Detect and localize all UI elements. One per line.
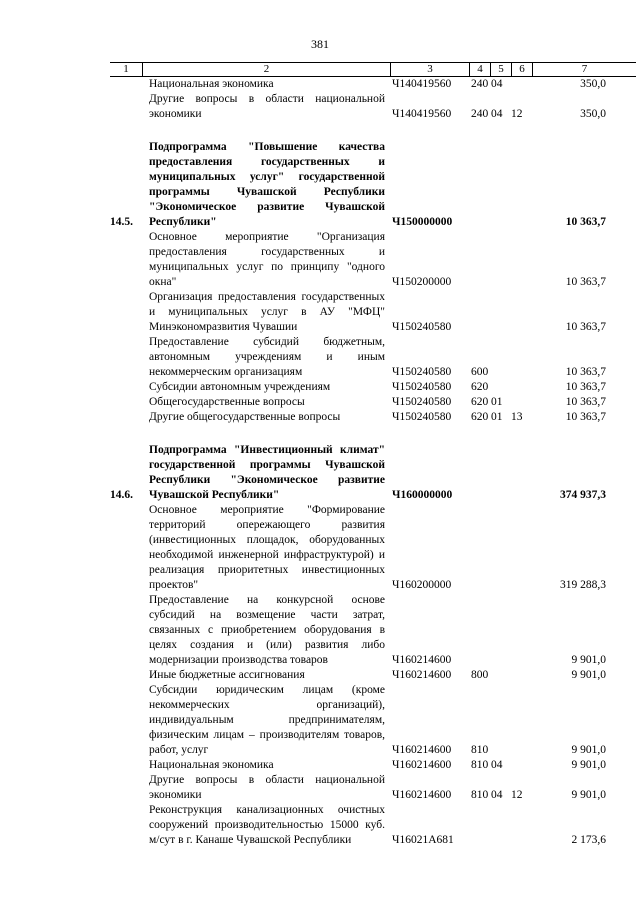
row-name: Основное мероприятие "Формирование территорий опережающего развития (инвестиционных площадок, оборудованных необходимой инженерной инфраструктурой) и реализация приоритетных инвестиционных проектов" <box>149 504 385 591</box>
row-section: 04 <box>491 759 503 771</box>
row-amount: 10 363,7 <box>565 216 606 228</box>
row-name: Реконструкция канализационных очистных сооружений производительностью 15000 куб. м/сут в г. Канаше Чувашской Республики <box>149 804 385 846</box>
row-expense-type: 810 <box>471 744 489 756</box>
row-code: Ч160214600 <box>392 789 452 801</box>
subprogram-row <box>0 140 640 230</box>
row-section: 01 <box>491 396 503 408</box>
row-name: Иные бюджетные ассигнования <box>149 669 305 681</box>
table-row <box>0 773 640 803</box>
row-name: Предоставление на конкурсной основе субсидий на возмещение части затрат, связанных с приобретением оборудования в целях создания и (или) развития либо модернизации производства товаров <box>149 594 385 666</box>
table-row <box>0 503 640 593</box>
budget-table-body <box>0 77 640 848</box>
row-code: Ч150240580 <box>392 366 452 378</box>
table-row <box>0 410 640 425</box>
row-name: Предоставление субсидий бюджетным, автономным учреждениям и иным некоммерческим организациям <box>149 336 385 378</box>
row-amount: 10 363,7 <box>565 321 606 333</box>
row-number: 14.5. <box>110 216 133 228</box>
row-section: 04 <box>491 789 503 801</box>
row-name: Другие вопросы в области национальной экономики <box>149 774 385 801</box>
header-col-3: 3 <box>427 63 433 75</box>
row-expense-type: 240 <box>471 108 489 120</box>
header-col-5: 5 <box>498 63 504 75</box>
row-amount: 350,0 <box>580 78 606 90</box>
header-col-4: 4 <box>477 63 483 75</box>
page-number: 381 <box>311 37 329 51</box>
table-row <box>0 77 640 92</box>
row-subsection: 12 <box>511 108 523 120</box>
row-code: Ч160214600 <box>392 759 452 771</box>
row-name: Подпрограмма "Инвестиционный климат" государственной программы Чувашской Республики "Экономическое развитие Чувашской Республики" <box>149 444 385 501</box>
table-row <box>0 395 640 410</box>
row-code: Ч140419560 <box>392 108 452 120</box>
table-row <box>0 290 640 335</box>
header-col-1: 1 <box>123 63 129 75</box>
row-name: Национальная экономика <box>149 78 274 90</box>
row-name: Другие общегосударственные вопросы <box>149 411 341 423</box>
row-name: Основное мероприятие "Организация предоставления государственных и муниципальных услуг по принципу "одного окна" <box>149 231 385 288</box>
row-code: Ч150240580 <box>392 411 452 423</box>
row-amount: 9 901,0 <box>571 744 606 756</box>
table-row <box>0 803 640 848</box>
table-row <box>0 230 640 290</box>
row-code: Ч16021А681 <box>392 834 454 846</box>
table-row <box>0 683 640 758</box>
row-amount: 10 363,7 <box>565 396 606 408</box>
row-code: Ч160214600 <box>392 669 452 681</box>
table-row <box>0 92 640 122</box>
row-expense-type: 620 <box>471 381 489 393</box>
section-spacer <box>0 122 640 140</box>
row-amount: 9 901,0 <box>571 654 606 666</box>
row-code: Ч140419560 <box>392 78 452 90</box>
row-expense-type: 800 <box>471 669 489 681</box>
row-code: Ч160000000 <box>392 489 453 501</box>
table-row <box>0 758 640 773</box>
row-code: Ч150240580 <box>392 321 452 333</box>
row-name: Организация предоставления государственных и муниципальных услуг в АУ "МФЦ" Минэкономразвития Чувашии <box>149 291 385 333</box>
row-amount: 2 173,6 <box>571 834 606 846</box>
row-code: Ч150200000 <box>392 276 452 288</box>
section-spacer <box>0 425 640 443</box>
row-expense-type: 600 <box>471 366 489 378</box>
row-expense-type: 810 <box>471 789 489 801</box>
row-amount: 10 363,7 <box>565 276 606 288</box>
table-row <box>0 668 640 683</box>
row-subsection: 13 <box>511 411 523 423</box>
table-row <box>0 380 640 395</box>
row-amount: 9 901,0 <box>571 789 606 801</box>
row-section: 04 <box>491 78 503 90</box>
row-amount: 350,0 <box>580 108 606 120</box>
row-code: Ч160200000 <box>392 579 452 591</box>
table-header <box>110 62 636 77</box>
row-expense-type: 620 <box>471 396 489 408</box>
row-amount: 10 363,7 <box>565 411 606 423</box>
row-code: Ч150000000 <box>392 216 453 228</box>
header-col-7: 7 <box>581 63 588 75</box>
row-number: 14.6. <box>110 489 133 501</box>
header-col-2: 2 <box>263 63 270 75</box>
row-expense-type: 810 <box>471 759 489 771</box>
row-name: Другие вопросы в области национальной экономики <box>149 93 385 120</box>
row-code: Ч150240580 <box>392 381 452 393</box>
table-row <box>0 335 640 380</box>
table-row <box>0 593 640 668</box>
row-amount: 10 363,7 <box>565 366 606 378</box>
row-amount: 9 901,0 <box>571 669 606 681</box>
row-section: 01 <box>491 411 503 423</box>
row-amount: 9 901,0 <box>571 759 606 771</box>
row-code: Ч160214600 <box>392 744 452 756</box>
row-amount: 319 288,3 <box>560 579 606 591</box>
subprogram-row <box>0 443 640 503</box>
row-expense-type: 620 <box>471 411 489 423</box>
row-amount: 10 363,7 <box>565 381 606 393</box>
row-name: Подпрограмма "Повышение качества предоставления государственных и муниципальных услуг" государственной программы Чувашской Республики "Экономическое развитие Чувашской Республики" <box>149 141 385 228</box>
row-code: Ч160214600 <box>392 654 452 666</box>
row-subsection: 12 <box>511 789 523 801</box>
row-name: Субсидии автономным учреждениям <box>149 381 331 393</box>
row-amount: 374 937,3 <box>560 489 606 501</box>
row-section: 04 <box>491 108 503 120</box>
row-name: Общегосударственные вопросы <box>149 396 305 408</box>
row-expense-type: 240 <box>471 78 489 90</box>
row-name: Субсидии юридическим лицам (кроме некоммерческих организаций), индивидуальным предпринимателям, физическим лицам – производителям товаров, работ, услуг <box>149 684 385 756</box>
row-name: Национальная экономика <box>149 759 274 771</box>
row-code: Ч150240580 <box>392 396 452 408</box>
header-col-6: 6 <box>519 63 525 75</box>
